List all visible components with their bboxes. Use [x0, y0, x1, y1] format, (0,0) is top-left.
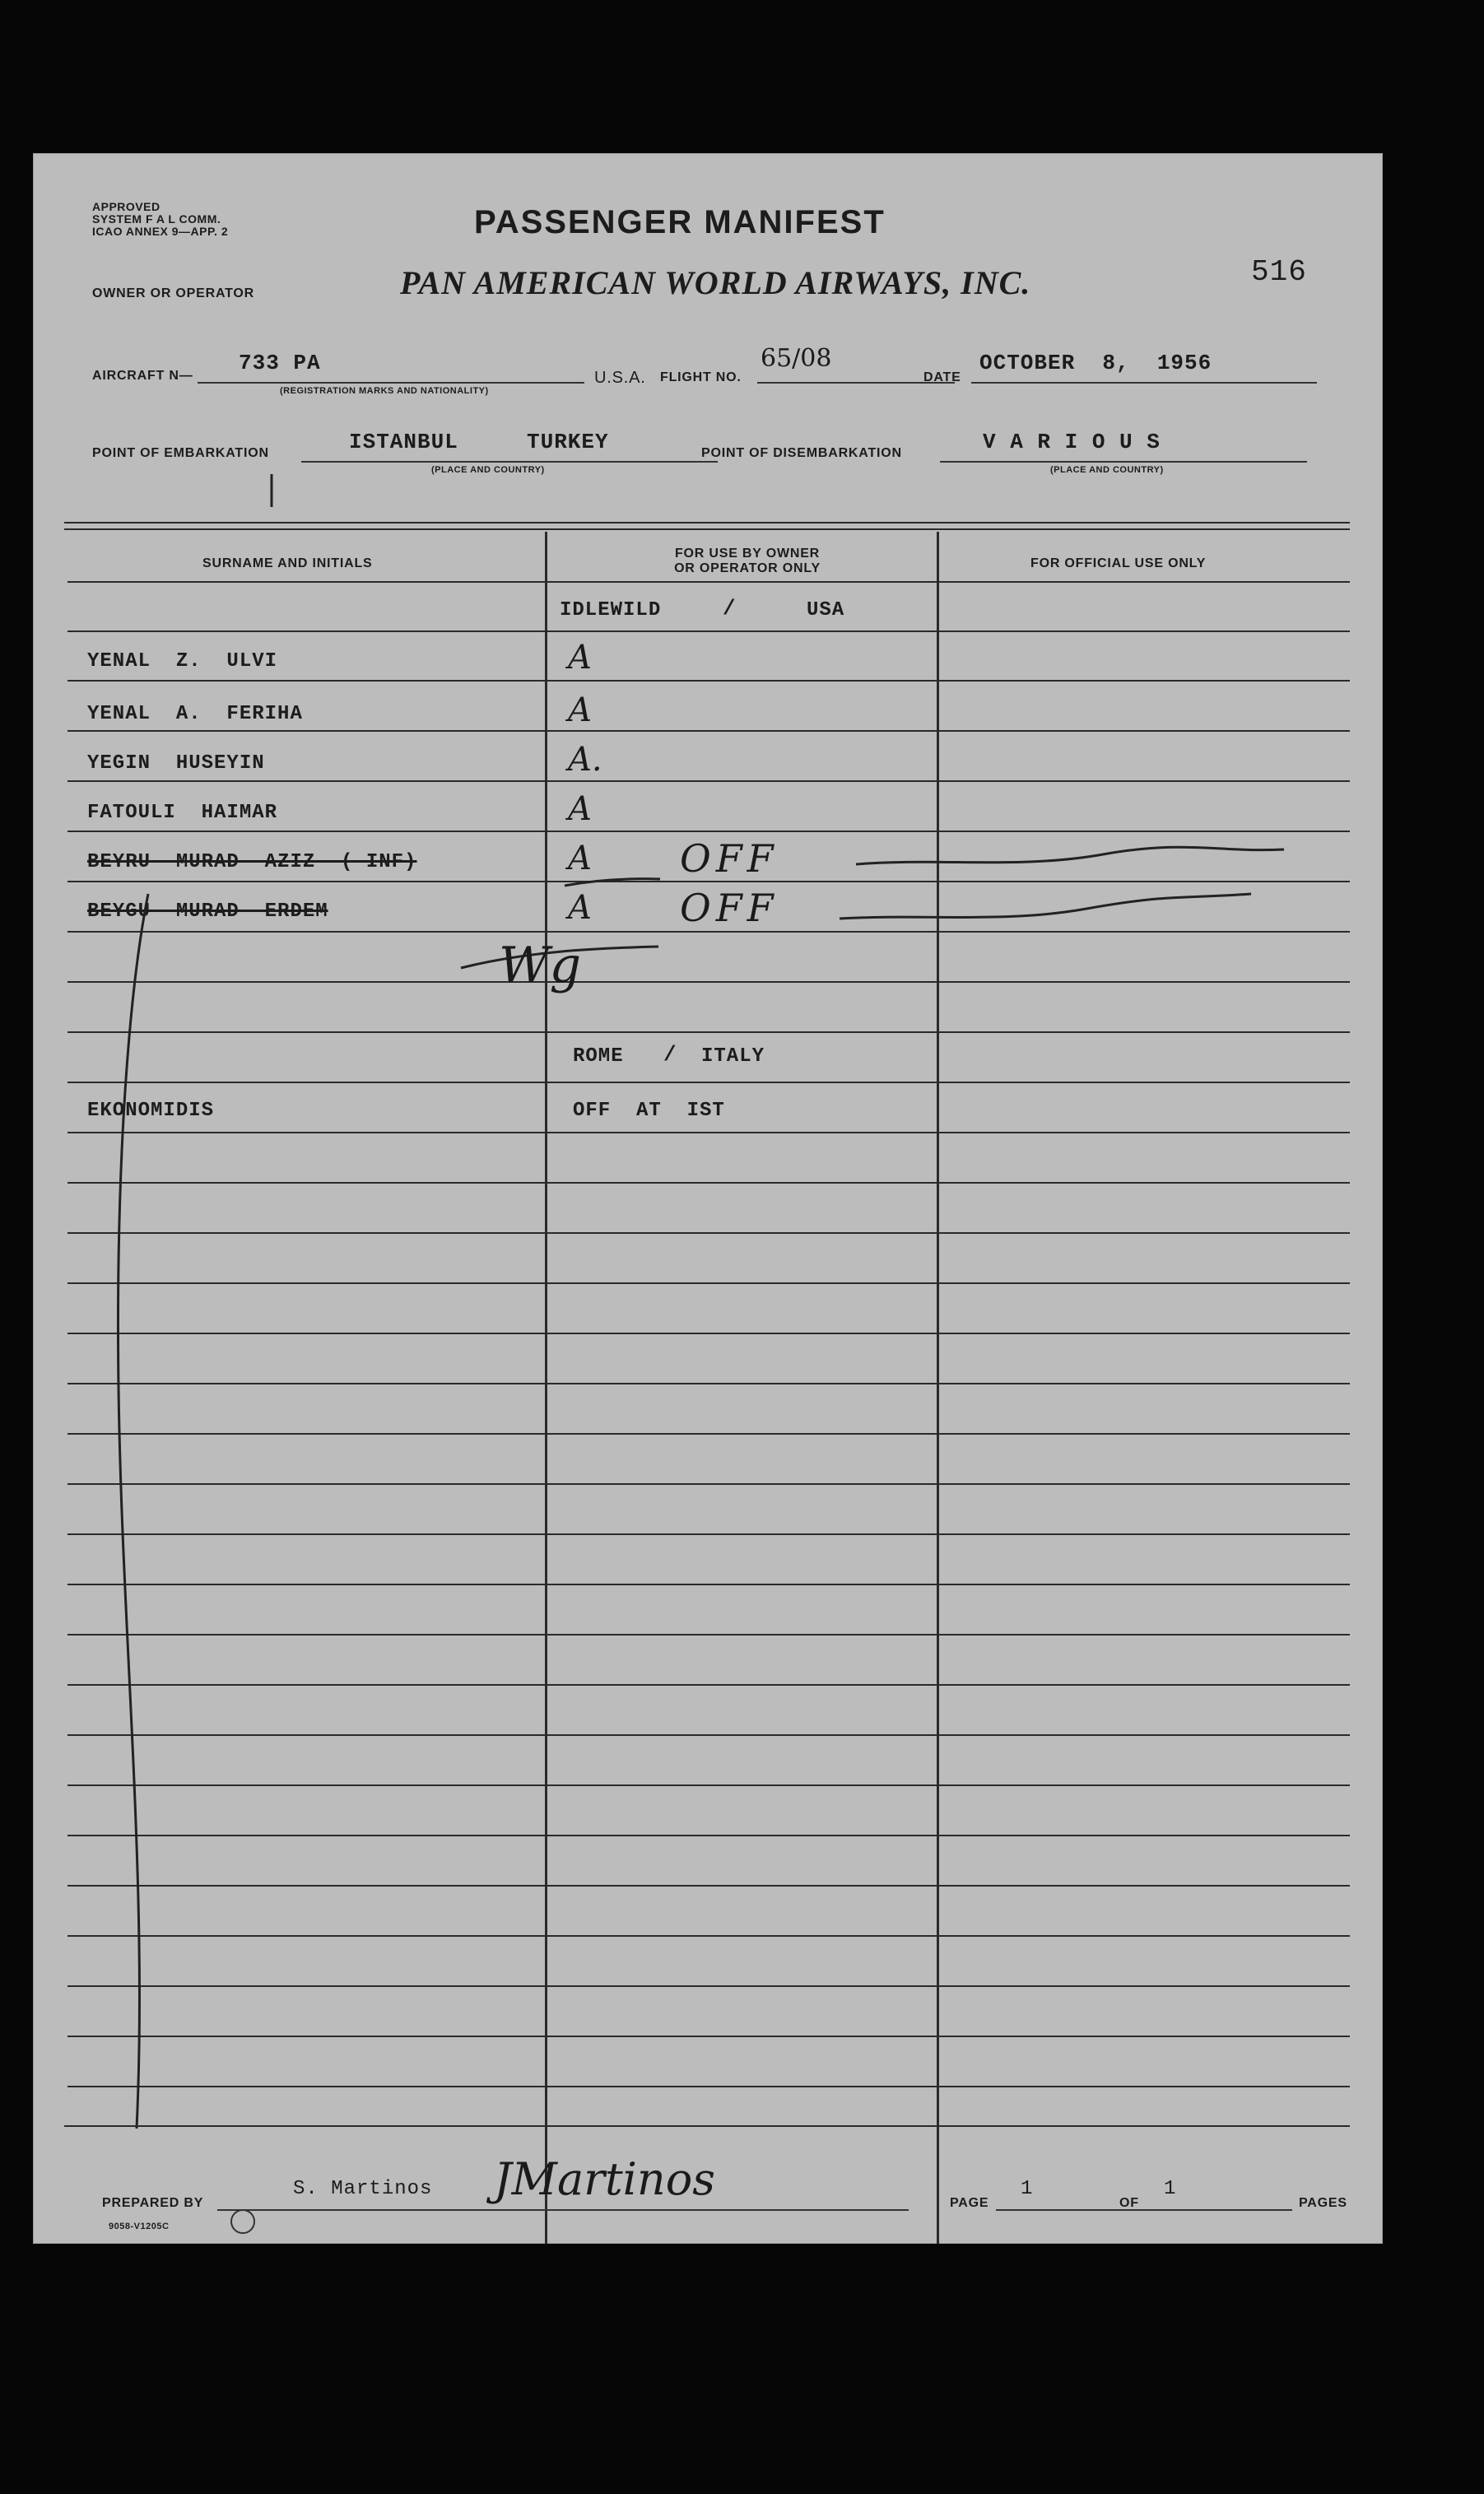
destination-1-city: IDLEWILD: [560, 599, 662, 621]
embark-city: ISTANBUL: [349, 430, 458, 454]
owner-label: OWNER OR OPERATOR: [92, 286, 255, 300]
passenger-off-note: OFF: [680, 836, 779, 881]
col-header-owner-use-line2: OR OPERATOR ONLY: [674, 561, 821, 575]
passenger-name: YEGIN HUSEYIN: [87, 752, 265, 775]
embark-place-caption: (PLACE AND COUNTRY): [431, 465, 545, 475]
aircraft-label: AIRCRAFT N—: [92, 369, 193, 383]
approval-line-3: ICAO ANNEX 9—APP. 2: [92, 225, 229, 238]
of-label: OF: [1119, 2196, 1139, 2210]
passenger-name: YENAL A. FERIHA: [87, 703, 303, 725]
page-label: PAGE: [950, 2196, 989, 2210]
page-number: 516: [1251, 255, 1307, 289]
of-value: 1: [1164, 2178, 1177, 2200]
passenger-off-note: OFF: [680, 886, 779, 930]
passenger-mark: A: [568, 790, 592, 828]
passenger-mark: A: [568, 639, 592, 677]
margin-pen-line: [118, 894, 148, 2129]
registration-caption: (REGISTRATION MARKS AND NATIONALITY): [280, 386, 489, 396]
passenger-name: EKONOMIDIS: [87, 1100, 215, 1122]
passenger-mark: A: [568, 840, 592, 877]
col-header-official: FOR OFFICIAL USE ONLY: [1030, 556, 1207, 570]
passenger-mark: A: [568, 691, 592, 729]
destination-1-slash: /: [723, 596, 737, 621]
col-header-owner-use-line1: FOR USE BY OWNER: [674, 547, 821, 561]
disembark-place-caption: (PLACE AND COUNTRY): [1050, 465, 1164, 475]
aircraft-value: 733 PA: [239, 351, 321, 375]
signature: JMartinos: [494, 2153, 715, 2205]
approval-line-1: APPROVED: [92, 200, 160, 213]
strike-through-stroke: [565, 879, 660, 886]
union-seal-icon: [230, 2209, 255, 2234]
footer-rule: [64, 2125, 1350, 2127]
passenger-mark: A: [568, 889, 592, 927]
embark-label: POINT OF EMBARKATION: [92, 446, 269, 460]
initials-mark: Wg: [499, 937, 582, 994]
disembark-value: V A R I O U S: [983, 430, 1161, 454]
pages-label: PAGES: [1299, 2196, 1347, 2210]
page-value: 1: [1021, 2178, 1034, 2200]
flight-no-value: 65/08: [761, 344, 832, 373]
flight-no-label: FLIGHT NO.: [660, 370, 742, 384]
passenger-name: YENAL Z. ULVI: [87, 650, 278, 672]
handwritten-marks: [33, 153, 1383, 2244]
passenger-name-struck: BEYRU MURAD AZIZ ( INF): [87, 851, 417, 873]
date-label: DATE: [923, 370, 961, 384]
date-value: OCTOBER 8, 1956: [979, 351, 1212, 375]
official-dash-line: [856, 847, 1284, 864]
col-header-surname: SURNAME AND INITIALS: [202, 556, 373, 570]
passenger-name-struck: BEYGU MURAD ERDEM: [87, 900, 328, 923]
embark-country: TURKEY: [527, 430, 609, 454]
prepared-value: S. Martinos: [293, 2178, 433, 2200]
passenger-name: FATOULI HAIMAR: [87, 802, 278, 824]
destination-2-city: ROME: [573, 1045, 624, 1068]
prepared-label: PREPARED BY: [102, 2196, 204, 2210]
usa-label: U.S.A.: [594, 369, 646, 387]
official-dash-line: [840, 894, 1251, 919]
approval-line-2: SYSTEM F A L COMM.: [92, 212, 221, 226]
destination-2-slash: /: [663, 1042, 677, 1067]
passenger-mark: A.: [568, 741, 602, 779]
passenger-status-note: OFF AT IST: [573, 1100, 725, 1122]
destination-1-country: USA: [807, 599, 845, 621]
destination-2-country: ITALY: [701, 1045, 765, 1068]
manifest-sheet: [33, 153, 1383, 2244]
disembark-label: POINT OF DISEMBARKATION: [701, 446, 902, 460]
page-title: PASSENGER MANIFEST: [474, 204, 886, 240]
form-code: 9058-V1205C: [109, 2222, 170, 2231]
owner-value: PAN AMERICAN WORLD AIRWAYS, INC.: [400, 264, 1031, 301]
